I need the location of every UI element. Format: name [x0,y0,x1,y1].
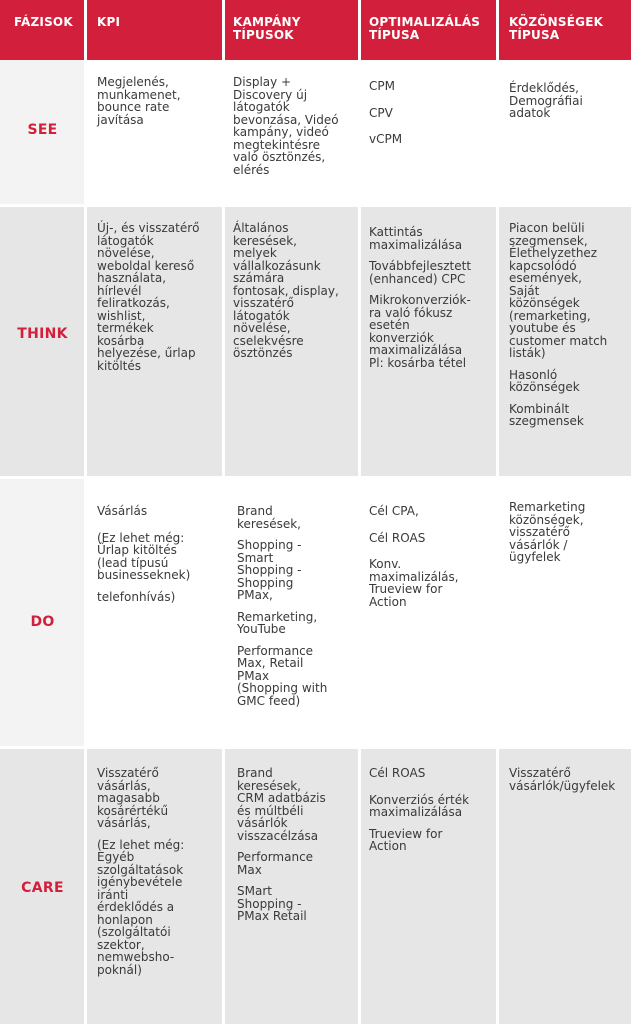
phase-label-do: DO [30,614,55,630]
phase-column-do-bg [0,477,85,747]
row-divider [0,746,631,749]
do-audience-remarketing: Remarketing közönségek, visszatérő vásárlók / ügyfelek [509,500,586,564]
header-audience-type: KÖZÖNSÉGEK TÍPUSA [509,15,604,42]
do-kpi-phone: telefonhívás) [97,589,176,604]
care-kpi-alternatives: (Ez lehet még: Egyéb szolgáltatások igénybevétele iránti érdeklődés a honlapon (szolgáltatói szektor, nemwebsho- poknál) [97,837,185,977]
do-kpi-alternatives: (Ez lehet még: Űrlap kitöltés (lead típusú businesseknek) [97,530,191,582]
do-campaign-brand: Brand keresések, [237,504,301,531]
think-campaigns-cell [233,222,357,369]
do-campaign-pmax: Performance Max, Retail PMax (Shopping with GMC feed) [237,643,328,708]
header-phases: FÁZISOK [14,15,73,29]
see-optimization-cell [369,80,494,155]
column-divider [222,0,225,1024]
do-kpi-purchase: Vásárlás [97,504,148,518]
column-divider [358,0,361,1024]
think-optimization-cell [369,226,494,378]
care-optimization-value: Konverziós érték maximalizálása [369,792,470,819]
see-campaign-text: Display + Discovery új látogatók bevonzása, Videó kampány, videó megtekintésre való ösztönzés, elérés [233,75,339,177]
think-optimization-ecpc: Továbbfejlesztett (enhanced) CPC [369,259,472,286]
care-audiences-cell [509,767,629,801]
think-kpi-text: Új-, és visszatérő látogatók növelése, weboldal kereső használata, hírlevél feliratkozás, wishlist, termékek kosárba helyezése, űrlap kitöltés [97,221,200,373]
row-divider [0,204,631,207]
do-optimization-maxconv: Konv. maximalizálás, Trueview for Action [369,557,459,609]
think-optimization-click: Kattintás maximalizálása [369,225,463,252]
see-audiences-cell [509,82,629,129]
phase-label-care: CARE [21,880,64,896]
care-audience-returning: Visszatérő vásárlók/ügyfelek [509,766,616,793]
phase-label-think: THINK [17,326,68,342]
see-kpi-text: Megjelenés, munkamenet, bounce rate javítása [97,75,181,127]
care-campaign-brand: Brand keresések, CRM adatbázis és múltbéli vásárlók visszacélzása [237,766,326,843]
phase-label-see: SEE [27,122,58,138]
column-divider [84,0,87,1024]
see-campaigns-cell [233,76,357,185]
do-optimization-cell [369,505,494,617]
think-audiences-cell [509,222,629,437]
see-optimization-vcpm: vCPM [369,132,403,146]
think-audience-inmarket: Piacon belüli szegmensek, Élethelyzethez kapcsolódó események, Saját közönségek (remarketing, youtube és customer match listák) [509,221,608,360]
do-campaign-remarketing: Remarketing, YouTube [237,609,318,636]
care-kpi-cell [97,767,219,985]
header-optimization-type: OPTIMALIZÁLÁS TÍPUSA [369,15,481,42]
care-campaign-smart-shopping: SMart Shopping - PMax Retail [237,884,307,923]
think-kpi-cell [97,222,219,381]
see-kpi-cell [97,76,219,135]
care-optimization-troas: Cél ROAS [369,766,426,780]
header-campaign-types: KAMPÁNY TÍPUSOK [233,15,301,42]
think-audience-similar: Hasonló közönségek [509,367,580,394]
header-kpi: KPI [97,15,121,29]
think-optimization-micro: Mikrokonverziók- ra való fókusz esetén konverziók maximalizálása Pl: kosárba tétel [369,293,471,370]
do-optimization-troas: Cél ROAS [369,530,426,545]
see-optimization-cpm: CPM [369,79,395,93]
row-divider [0,476,631,479]
do-campaign-shopping: Shopping - Smart Shopping - Shopping PMax, [237,538,302,602]
think-campaign-text: Általános keresések, melyek vállalkozásunk számára fontosak, display, visszatérő látogatók növelése, cselekvésre ösztönzés [233,221,339,360]
care-optimization-trueview: Trueview for Action [369,826,443,853]
see-audience-text: Érdeklődés, Demográfiai adatok [509,81,583,120]
care-kpi-returning: Visszatérő vásárlás, magasabb kosárértékű vásárlás, [97,766,169,830]
see-optimization-cpv: CPV [369,105,393,120]
do-optimization-tcpa: Cél CPA, [369,504,419,518]
do-campaigns-cell [237,505,357,716]
care-campaign-pmax: Performance Max [237,850,314,877]
care-campaigns-cell [237,767,357,932]
column-divider [496,0,499,1024]
do-kpi-cell [97,505,219,612]
think-audience-combined: Kombinált szegmensek [509,401,584,428]
do-audiences-cell [509,501,629,573]
care-optimization-cell [369,767,494,862]
